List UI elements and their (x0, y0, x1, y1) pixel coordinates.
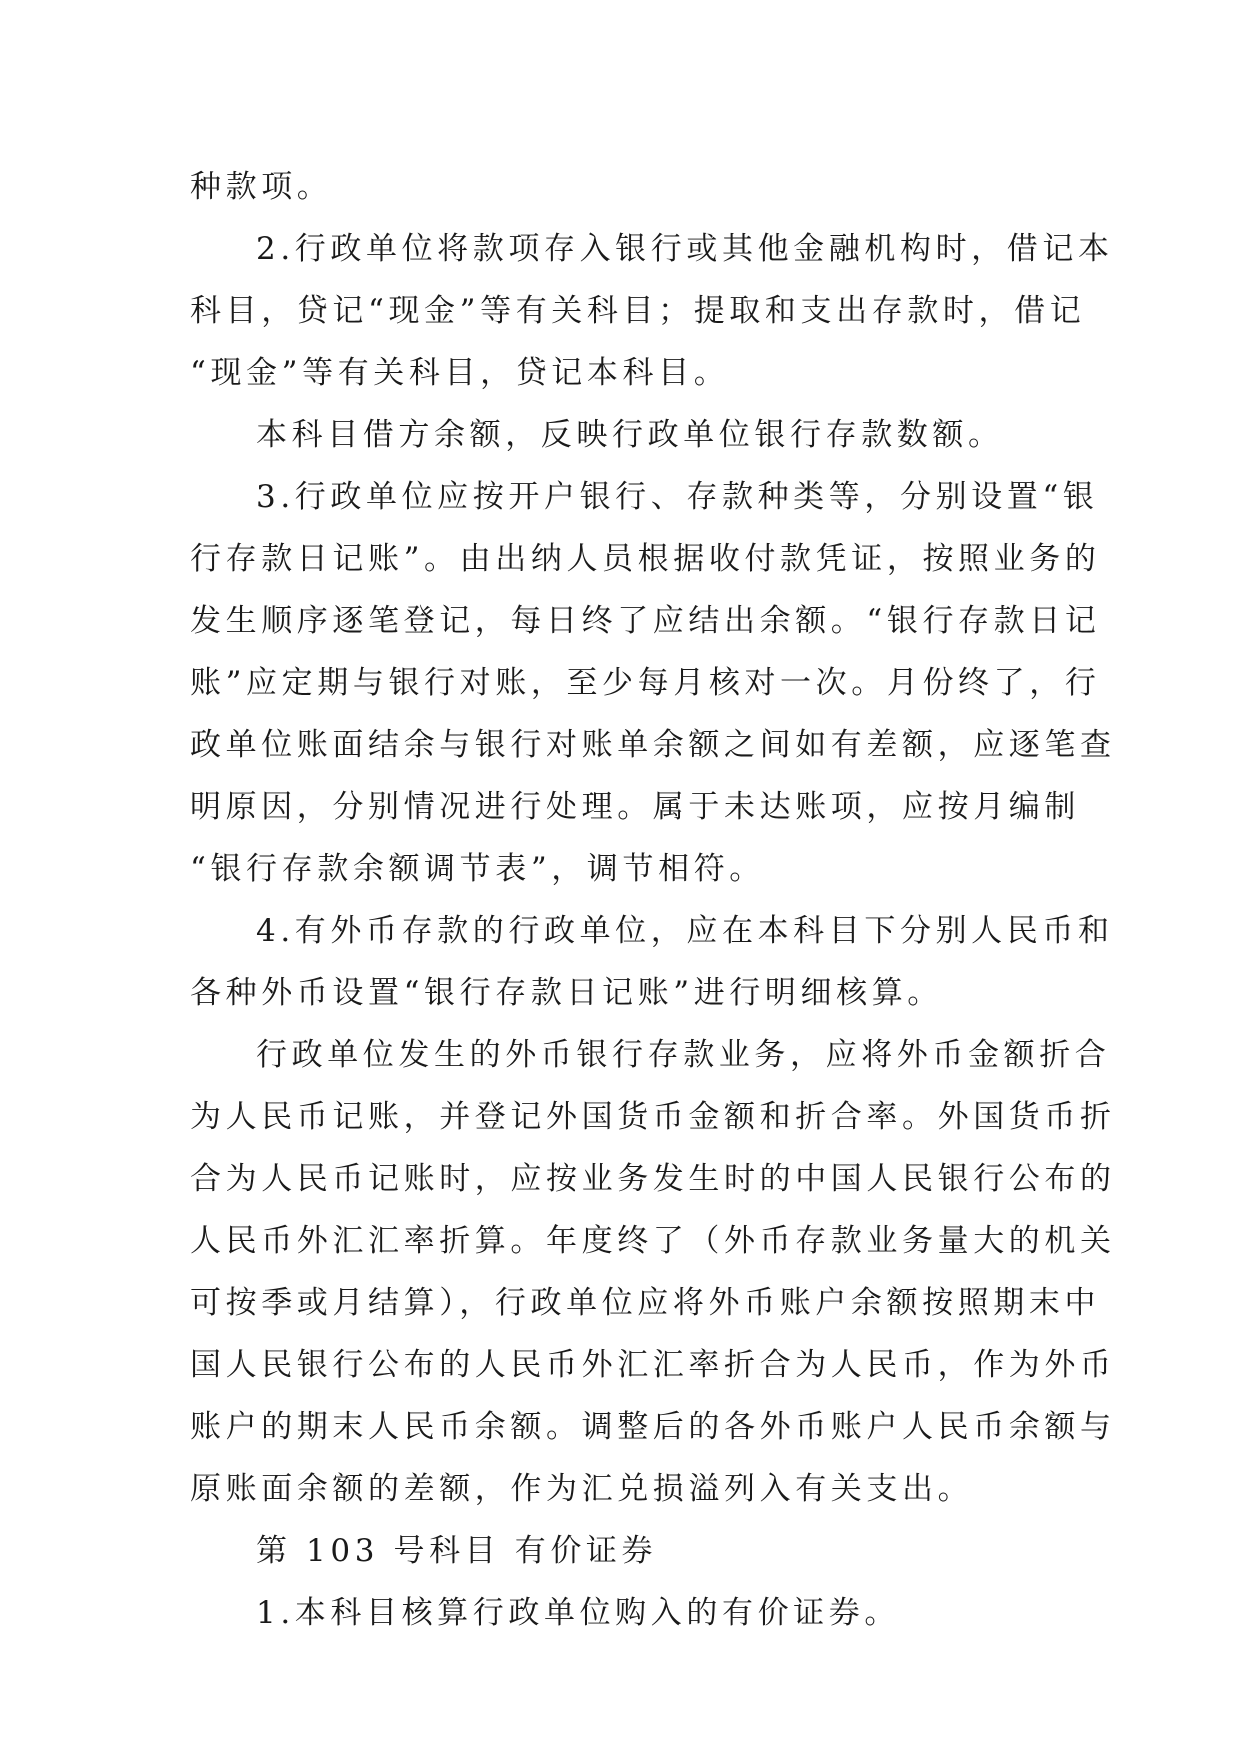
text-line: 原账面余额的差额，作为汇兑损溢列入有关支出。 (190, 1471, 974, 1507)
text-line: 发生顺序逐笔登记，每日终了应结出余额。“银行存款日记 (190, 603, 1101, 639)
text-line: 国人民银行公布的人民币外汇汇率折合为人民币，作为外币 (190, 1347, 1116, 1383)
paragraph-start-line: 本科目借方余额，反映行政单位银行存款数额。 (256, 417, 1004, 453)
text-line: 科目，贷记“现金”等有关科目；提取和支出存款时，借记 (190, 293, 1086, 329)
paragraph-start-line: 行政单位发生的外币银行存款业务，应将外币金额折合 (256, 1037, 1111, 1073)
text-line: 行存款日记账”。由出纳人员根据收付款凭证，按照业务的 (190, 541, 1101, 577)
paragraph-start-line: 4.有外币存款的行政单位，应在本科目下分别人民币和 (256, 913, 1114, 949)
text-line: 账户的期末人民币余额。调整后的各外币账户人民币余额与 (190, 1409, 1116, 1445)
document-body (190, 156, 1116, 1644)
text-line: 政单位账面结余与银行对账单余额之间如有差额，应逐笔查 (190, 727, 1116, 763)
text-line: 为人民币记账，并登记外国货币金额和折合率。外国货币折 (190, 1099, 1116, 1135)
paragraph-start-line: 2.行政单位将款项存入银行或其他金融机构时，借记本 (256, 231, 1114, 267)
text-line: 可按季或月结算），行政单位应将外币账户余额按照期末中 (190, 1285, 1101, 1321)
text-line: “现金”等有关科目，贷记本科目。 (190, 355, 730, 391)
text-line: “银行存款余额调节表”，调节相符。 (190, 851, 765, 887)
text-line: 人民币外汇汇率折算。年度终了（外币存款业务量大的机关 (190, 1223, 1116, 1259)
section-heading: 第 103 号科目 有价证券 (256, 1533, 658, 1569)
text-line: 各种外币设置“银行存款日记账”进行明细核算。 (190, 975, 943, 1011)
text-line: 账”应定期与银行对账，至少每月核对一次。月份终了，行 (190, 665, 1101, 701)
text-line: 合为人民币记账时，应按业务发生时的中国人民银行公布的 (190, 1161, 1116, 1197)
text-line: 明原因，分别情况进行处理。属于未达账项，应按月编制 (190, 789, 1080, 825)
paragraph-start-line: 3.行政单位应按开户银行、存款种类等，分别设置“银 (256, 479, 1099, 515)
text-line: 种款项。 (190, 169, 333, 205)
paragraph-start-line: 1.本科目核算行政单位购入的有价证券。 (256, 1595, 900, 1631)
